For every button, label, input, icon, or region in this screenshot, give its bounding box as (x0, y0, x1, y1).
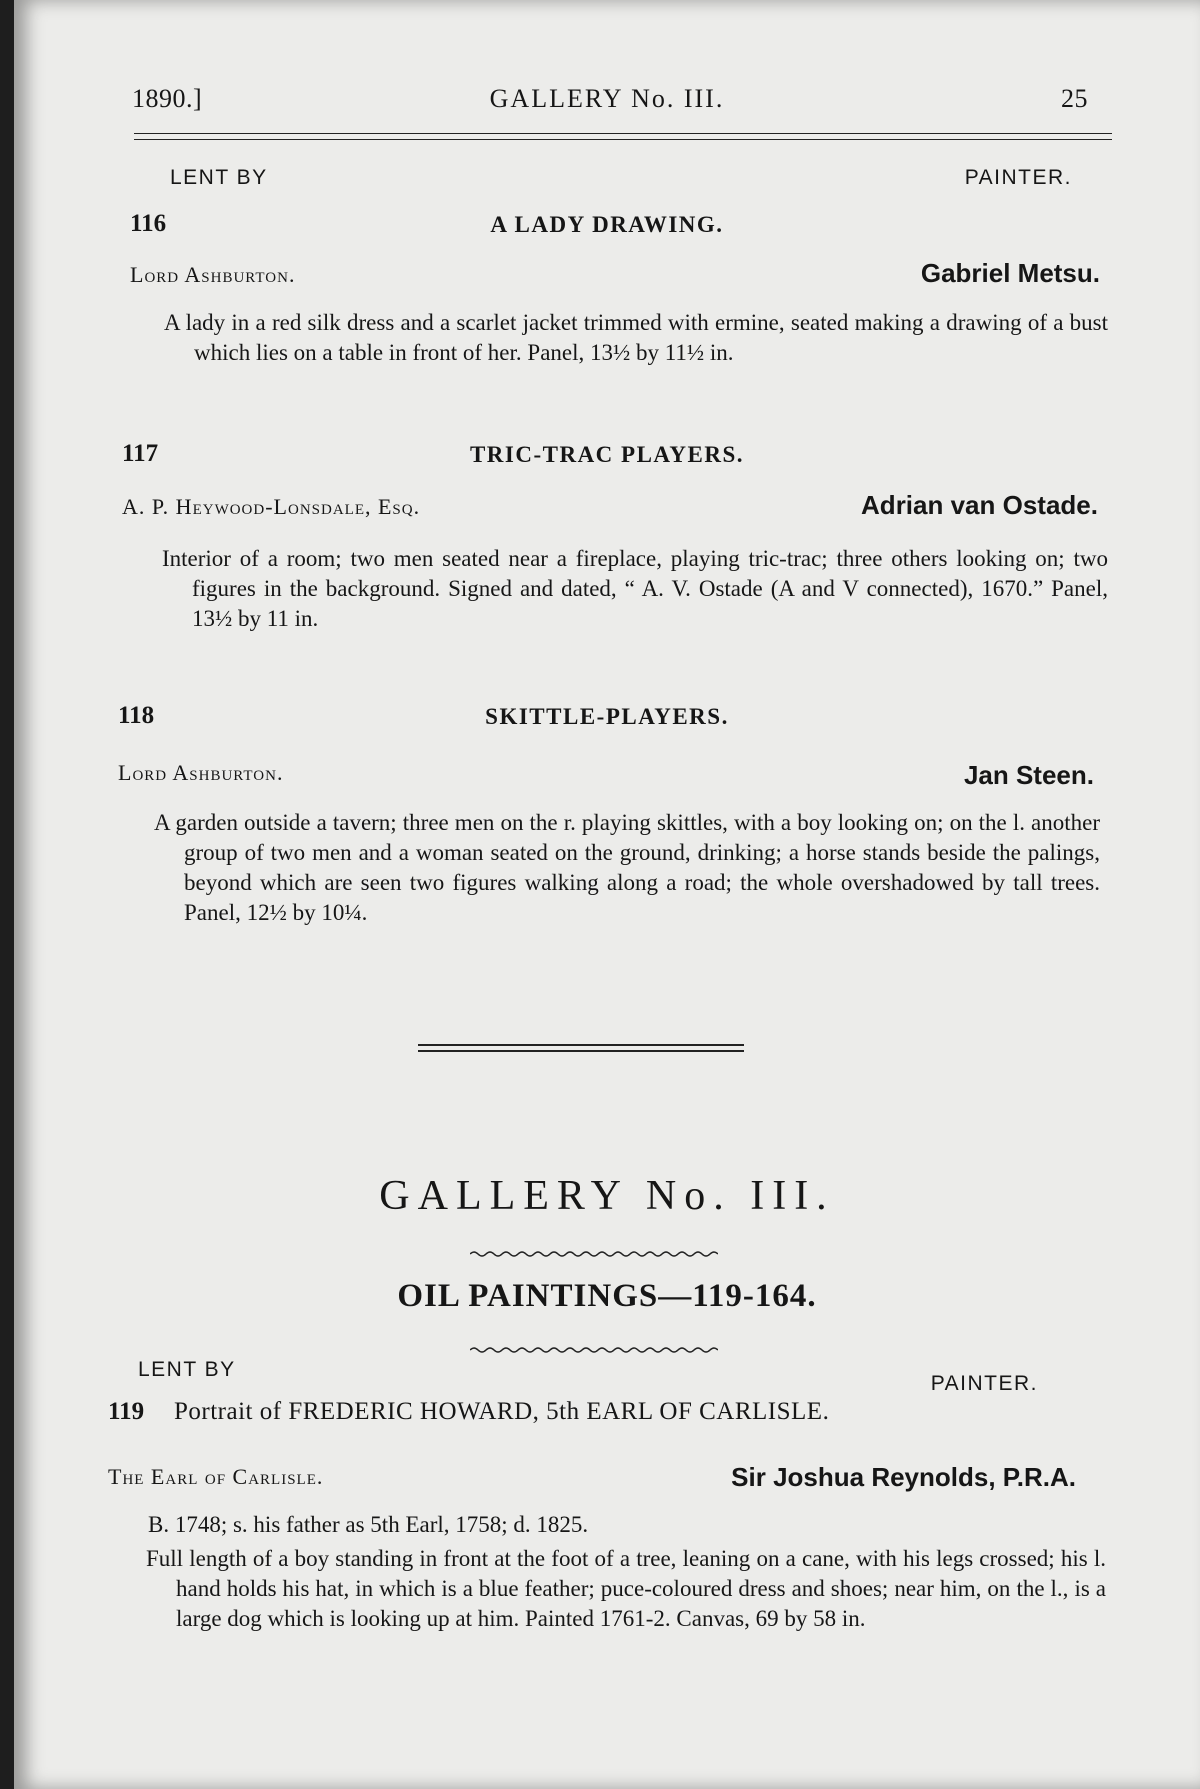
entry-description-text: A lady in a red silk dress and a scarlet jacket trimmed with ermine, seated making a drawing of a bust which lies on a table in front of her. Panel, 13½ by 11½ in. (164, 310, 1108, 365)
entry-lender: A. P. Heywood-Lonsdale, Esq. (122, 494, 421, 519)
entry-description (162, 544, 1108, 634)
entry-painter: Gabriel Metsu. (920, 258, 1100, 288)
gallery-heading: GALLERY No. III. (379, 1173, 835, 1219)
entry-title: A LADY DRAWING. (490, 212, 724, 237)
entry-biography: B. 1748; s. his father as 5th Earl, 1758; d. 1825. (148, 1512, 589, 1537)
oil-paintings-heading: OIL PAINTINGS—119-164. (397, 1278, 817, 1314)
header-rule-bottom (134, 139, 1112, 140)
entry-painter: Jan Steen. (963, 760, 1094, 790)
section-divider-bottom (418, 1050, 744, 1052)
entry-number: 119 (108, 1398, 145, 1425)
entry-description-text: Interior of a room; two men seated near a fireplace, playing tric-trac; three others looking on; two figures in the background. Signed and dated, “ A. V. Ostade (A and V connected), 1670.” Panel, 13½ by 11 in. (162, 546, 1108, 631)
entry-lender: Lord Ashburton. (130, 262, 296, 287)
entry-number: 117 (122, 440, 159, 467)
entry-lender: The Earl of Carlisle. (108, 1464, 324, 1489)
entry-painter: Adrian van Ostade. (861, 490, 1098, 520)
entry-number: 116 (130, 210, 167, 237)
entry-description-text: A garden outside a tavern; three men on the r. playing skittles, with a boy looking on; on the l. another group of two men and a woman seated on the ground, drinking; a horse stands beside the palings, beyond which are seen two figures walking along a road; the whole overshadowed by tall trees. Panel, 12½ by 10¼. (154, 810, 1100, 925)
entry-lender: Lord Ashburton. (118, 760, 284, 785)
painter-label: PAINTER. (930, 1372, 1038, 1395)
running-head-year: 1890.] (132, 84, 203, 113)
entry-description-text: Full length of a boy standing in front at the foot of a tree, leaning on a cane, with his legs crossed; his l. hand holds his hat, in which is a blue feather; puce-coloured dress and shoes; near him, on the l., is a large dog which is looking up at him. Painted 1761-2. Canvas, 69 by 58 in. (146, 1546, 1106, 1631)
header-rule-top (134, 133, 1112, 134)
entry-description (164, 308, 1108, 368)
lent-by-label: LENT BY (170, 166, 268, 189)
painter-label: PAINTER. (964, 166, 1072, 189)
page-number: 25 (1061, 84, 1088, 113)
lent-by-label: LENT BY (138, 1358, 236, 1381)
entry-painter: Sir Joshua Reynolds, P.R.A. (731, 1462, 1076, 1492)
section-divider-top (418, 1044, 744, 1046)
entry-description (146, 1544, 1106, 1634)
running-head-title: GALLERY No. III. (489, 84, 725, 113)
entry-title: Portrait of FREDERIC HOWARD, 5th EARL OF CARLISLE. (174, 1398, 830, 1425)
wavy-rule (470, 1248, 718, 1260)
entry-description (154, 808, 1100, 928)
entry-number: 118 (118, 702, 155, 729)
entry-title: TRIC-TRAC PLAYERS. (469, 442, 745, 467)
wavy-rule (470, 1344, 718, 1356)
entry-title: SKITTLE-PLAYERS. (485, 704, 729, 729)
catalogue-page (14, 0, 1200, 1789)
